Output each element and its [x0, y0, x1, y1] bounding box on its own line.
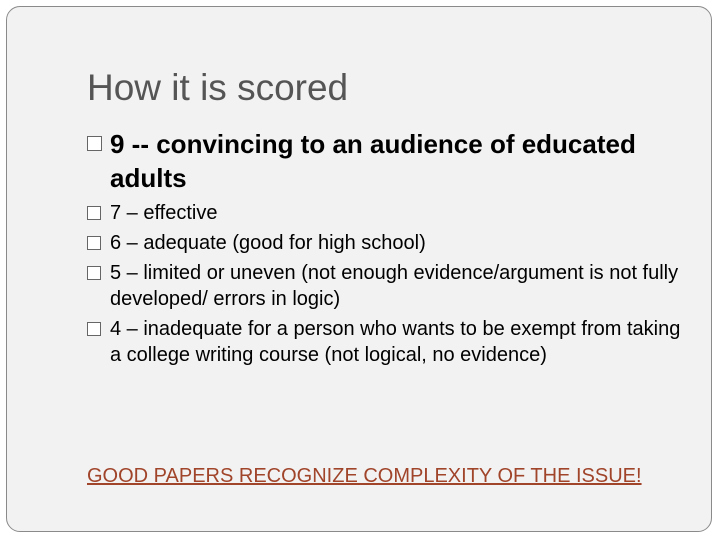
bullet-text: 9 -- convincing to an audience of educated adults — [110, 129, 636, 193]
bullet-item — [87, 260, 687, 312]
checkbox-bullet-icon — [87, 206, 101, 220]
bullet-item — [87, 316, 687, 368]
bullet-text: 6 – adequate (good for high school) — [110, 232, 426, 254]
bullet-text: 4 – inadequate for a person who wants to be exempt from taking a college writing course (not logical, no evidence) — [110, 318, 681, 366]
bullet-item — [87, 200, 687, 226]
bullet-list — [87, 127, 687, 372]
bullet-item — [87, 127, 687, 195]
slide — [6, 6, 712, 532]
checkbox-bullet-icon — [87, 236, 101, 250]
checkbox-bullet-icon — [87, 136, 102, 151]
bullet-item — [87, 230, 687, 256]
slide-title: How it is scored — [87, 67, 349, 108]
bullet-text: 7 – effective — [110, 202, 218, 224]
bullet-text: 5 – limited or uneven (not enough evidence/argument is not fully developed/ errors in logic) — [110, 262, 679, 310]
checkbox-bullet-icon — [87, 322, 101, 336]
complexity-link[interactable]: GOOD PAPERS RECOGNIZE COMPLEXITY OF THE ISSUE! — [87, 465, 642, 487]
checkbox-bullet-icon — [87, 266, 101, 280]
